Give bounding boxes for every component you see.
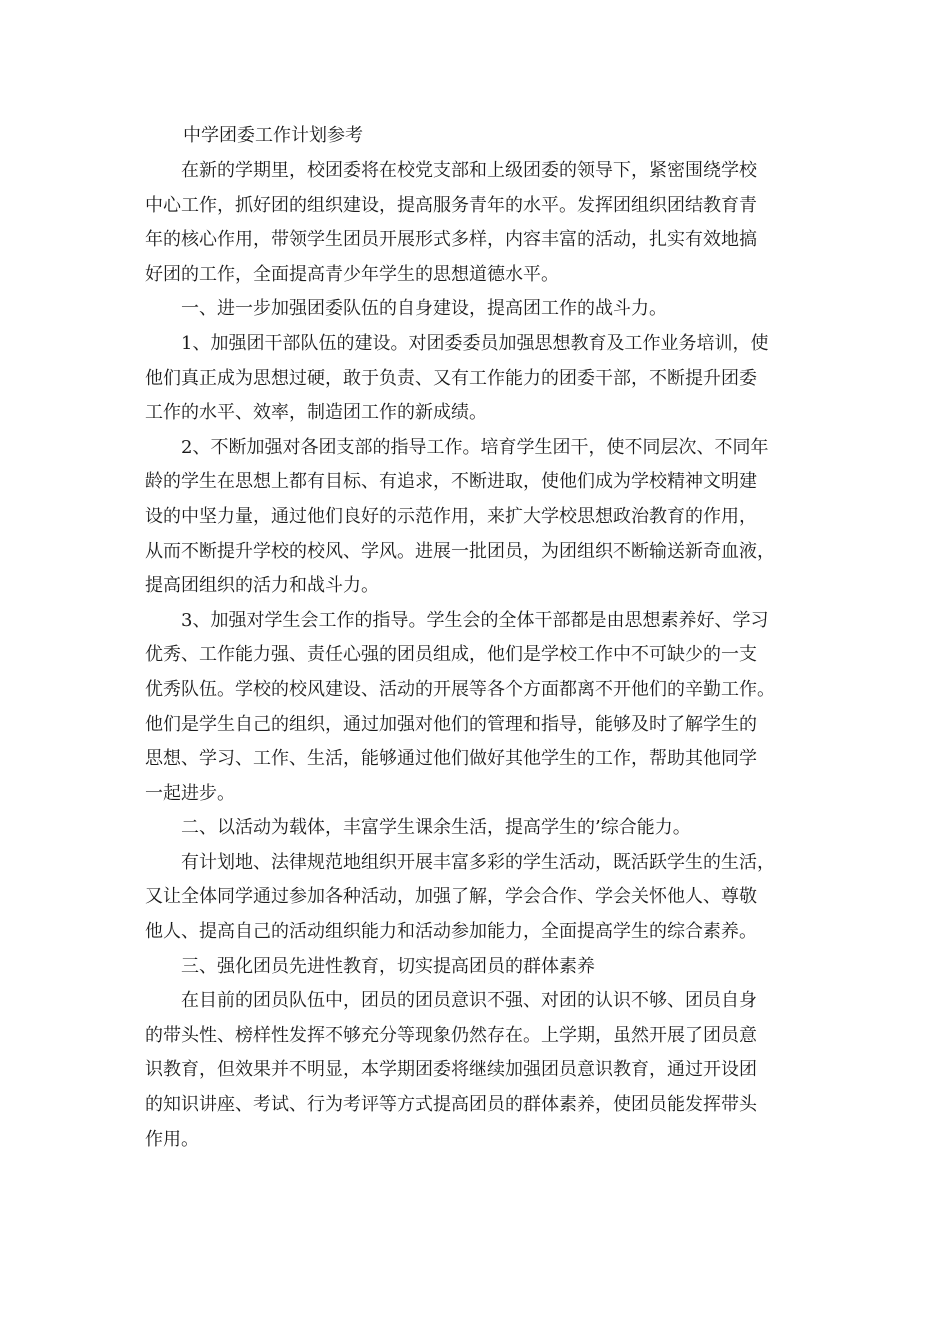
document-body	[145, 154, 809, 1157]
paragraph	[145, 292, 809, 327]
text-line: 又让全体同学通过参加各种活动，加强了解，学会合作、学会关怀他人、尊敬	[145, 886, 757, 908]
text-line: 工作的水平、效率，制造团工作的新成绩。	[145, 402, 487, 424]
text-line: 一、进一步加强团委队伍的自身建设，提高团工作的战斗力。	[181, 298, 667, 320]
paragraph	[145, 950, 809, 985]
text-line: 一起进步。	[145, 782, 235, 804]
document-page	[145, 118, 809, 1157]
paragraph	[145, 327, 809, 431]
text-line: 提高团组织的活力和战斗力。	[145, 575, 379, 597]
text-line: 的知识讲座、考试、行为考评等方式提高团员的群体素养，使团员能发挥带头	[145, 1094, 757, 1116]
paragraph	[145, 984, 809, 1157]
text-line: 的带头性、榜样性发挥不够充分等现象仍然存在。上学期，虽然开展了团员意	[145, 1024, 757, 1046]
text-line: 设的中坚力量，通过他们良好的示范作用，来扩大学校思想政治教育的作用，	[145, 505, 757, 527]
text-line: 识教育，但效果并不明显，本学期团委将继续加强团员意识教育，通过开设团	[145, 1059, 757, 1081]
text-line: 有计划地、法律规范地组织开展丰富多彩的学生活动，既活跃学生的生活，	[181, 851, 775, 873]
text-line: 在目前的团员队伍中，团员的团员意识不强、对团的认识不够、团员自身	[181, 990, 757, 1012]
text-line: 三、强化团员先进性教育，切实提高团员的群体素养	[181, 955, 595, 977]
text-line: 从而不断提升学校的校风、学风。进展一批团员，为团组织不断输送新奇血液，	[145, 540, 775, 562]
text-line: 二、以活动为载体，丰富学生课余生活，提高学生的’综合能力。	[181, 817, 691, 839]
text-line: 他们真正成为思想过硬，敢于负责、又有工作能力的团委干部，不断提升团委	[145, 367, 757, 389]
paragraph	[145, 604, 809, 812]
text-line: 龄的学生在思想上都有目标、有追求，不断进取，使他们成为学校精神文明建	[145, 471, 757, 493]
paragraph	[145, 846, 809, 950]
paragraph	[145, 431, 809, 604]
paragraph	[145, 811, 809, 846]
text-line: 好团的工作，全面提高青少年学生的思想道德水平。	[145, 263, 559, 285]
text-line: 作用。	[145, 1128, 199, 1150]
text-line: 思想、学习、工作、生活，能够通过他们做好其他学生的工作，帮助其他同学	[145, 748, 757, 770]
text-line: 1、加强团干部队伍的建设。对团委委员加强思想教育及工作业务培训，使	[181, 332, 769, 354]
text-line: 在新的学期里，校团委将在校党支部和上级团委的领导下，紧密围绕学校	[181, 160, 757, 181]
text-line: 3、加强对学生会工作的指导。学生会的全体干部都是由思想素养好、学习	[181, 609, 769, 631]
text-line: 年的核心作用，带领学生团员开展形式多样，内容丰富的活动，扎实有效地搞	[145, 229, 757, 251]
paragraph	[145, 154, 809, 292]
text-line: 他人、提高自己的活动组织能力和活动参加能力，全面提高学生的综合素养。	[145, 921, 757, 943]
text-line: 中心工作，抓好团的组织建设，提高服务青年的水平。发挥团组织团结教育青	[145, 194, 757, 216]
text-line: 优秀、工作能力强、责任心强的团员组成，他们是学校工作中不可缺少的一支	[145, 644, 757, 666]
document-title: 中学团委工作计划参考	[183, 125, 363, 146]
text-line: 他们是学生自己的组织，通过加强对他们的管理和指导，能够及时了解学生的	[145, 713, 757, 735]
text-line: 优秀队伍。学校的校风建设、活动的开展等各个方面都离不开他们的辛勤工作。	[145, 678, 775, 700]
text-line: 2、不断加强对各团支部的指导工作。培育学生团干，使不同层次、不同年	[181, 436, 769, 458]
